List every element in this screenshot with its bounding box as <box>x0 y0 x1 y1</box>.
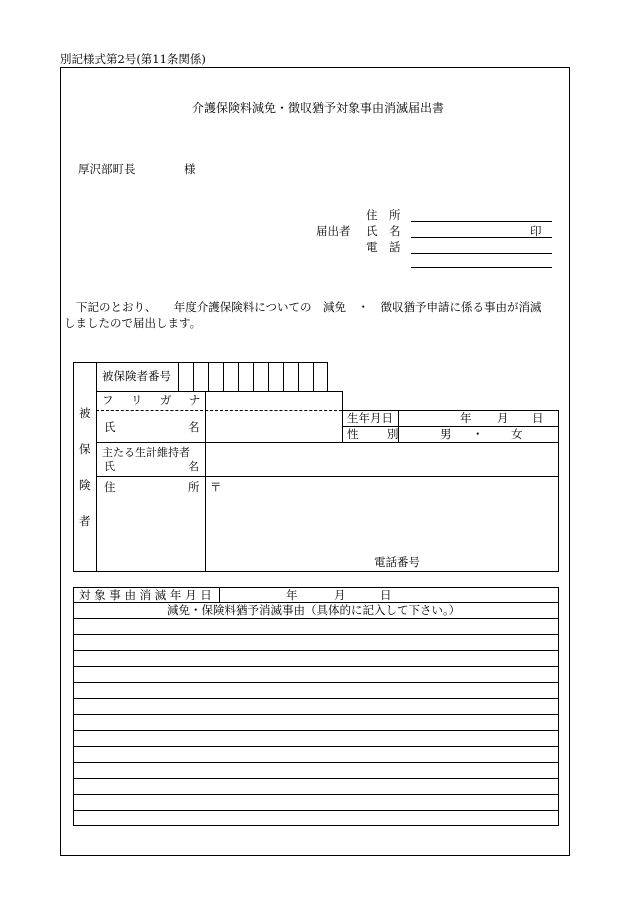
supporter-label-1: 主たる生計維持者 <box>102 446 190 459</box>
birth-month-label: 月 <box>497 411 509 425</box>
birth-day-label: 日 <box>532 411 544 425</box>
furigana-label: フ リ ガ ナ <box>102 393 208 407</box>
birth-date-label: 生年月日 <box>347 411 393 425</box>
supporter-label-2a: 氏 <box>104 460 115 473</box>
notifier-address-field[interactable] <box>411 221 552 222</box>
reason-month-label: 月 <box>334 588 346 602</box>
insured-address-field[interactable] <box>206 477 557 552</box>
reason-date-label: 対 象 事 由 消 滅 年 月 日 <box>79 588 212 602</box>
notifier-phone-field[interactable] <box>411 253 552 254</box>
sex-option-male[interactable]: 男 <box>440 427 452 441</box>
notifier-extra-line[interactable] <box>411 267 552 268</box>
notifier-name-field[interactable] <box>411 237 552 238</box>
supporter-name-field[interactable] <box>206 443 557 476</box>
name-label-2: 名 <box>188 420 200 434</box>
sex-option-female[interactable]: 女 <box>511 427 523 441</box>
address-label-2: 所 <box>188 480 200 494</box>
notifier-address-label: 住 所 <box>366 208 401 222</box>
insured-number-field[interactable] <box>178 362 327 391</box>
notifier-label: 届出者 <box>316 224 351 238</box>
sex-label-2: 別 <box>387 427 399 441</box>
addressee: 厚沢部町長 <box>78 162 136 176</box>
notifier-name-label: 氏 名 <box>366 224 401 238</box>
insured-name-field[interactable] <box>206 411 341 441</box>
body-text-line-1: 下記のとおり、 年度介護保険料についての 減免 ・ 徴収猶予申請に係る事由が消滅 <box>76 300 542 314</box>
reason-day-label: 日 <box>380 588 392 602</box>
furigana-field[interactable] <box>206 392 341 409</box>
form-title: 介護保険料減免・徴収猶予対象事由消滅届出書 <box>192 101 445 115</box>
postal-mark: 〒 <box>210 480 222 494</box>
sex-label-1: 性 <box>347 427 359 441</box>
sex-separator: ・ <box>472 427 484 441</box>
insured-number-label: 被保険者番号 <box>102 369 171 383</box>
insured-side-label-1: 被 <box>79 406 91 420</box>
birth-date-field[interactable] <box>399 411 557 426</box>
reason-detail-label: 減免・保険料猶予消滅事由（具体的に記入して下さい。） <box>167 603 461 617</box>
reason-date-field[interactable] <box>220 588 557 602</box>
notifier-phone-label: 電 話 <box>366 240 401 254</box>
seal-mark: 印 <box>530 224 542 238</box>
form-number: 別記様式第2号(第11条関係) <box>60 52 206 66</box>
reason-detail-field[interactable] <box>74 619 558 825</box>
reason-year-label: 年 <box>286 588 298 602</box>
name-label-1: 氏 <box>104 420 116 434</box>
address-label-1: 住 <box>104 480 116 494</box>
insured-side-label-4: 者 <box>79 514 91 528</box>
insured-side-label-2: 保 <box>79 442 91 456</box>
supporter-label-2b: 名 <box>188 460 199 473</box>
insured-side-label-3: 険 <box>79 478 91 492</box>
birth-year-label: 年 <box>460 411 472 425</box>
body-text-line-2: しましたので届出します。 <box>64 316 202 330</box>
phone-number-label: 電話番号 <box>374 555 420 569</box>
honorific: 様 <box>184 162 196 176</box>
